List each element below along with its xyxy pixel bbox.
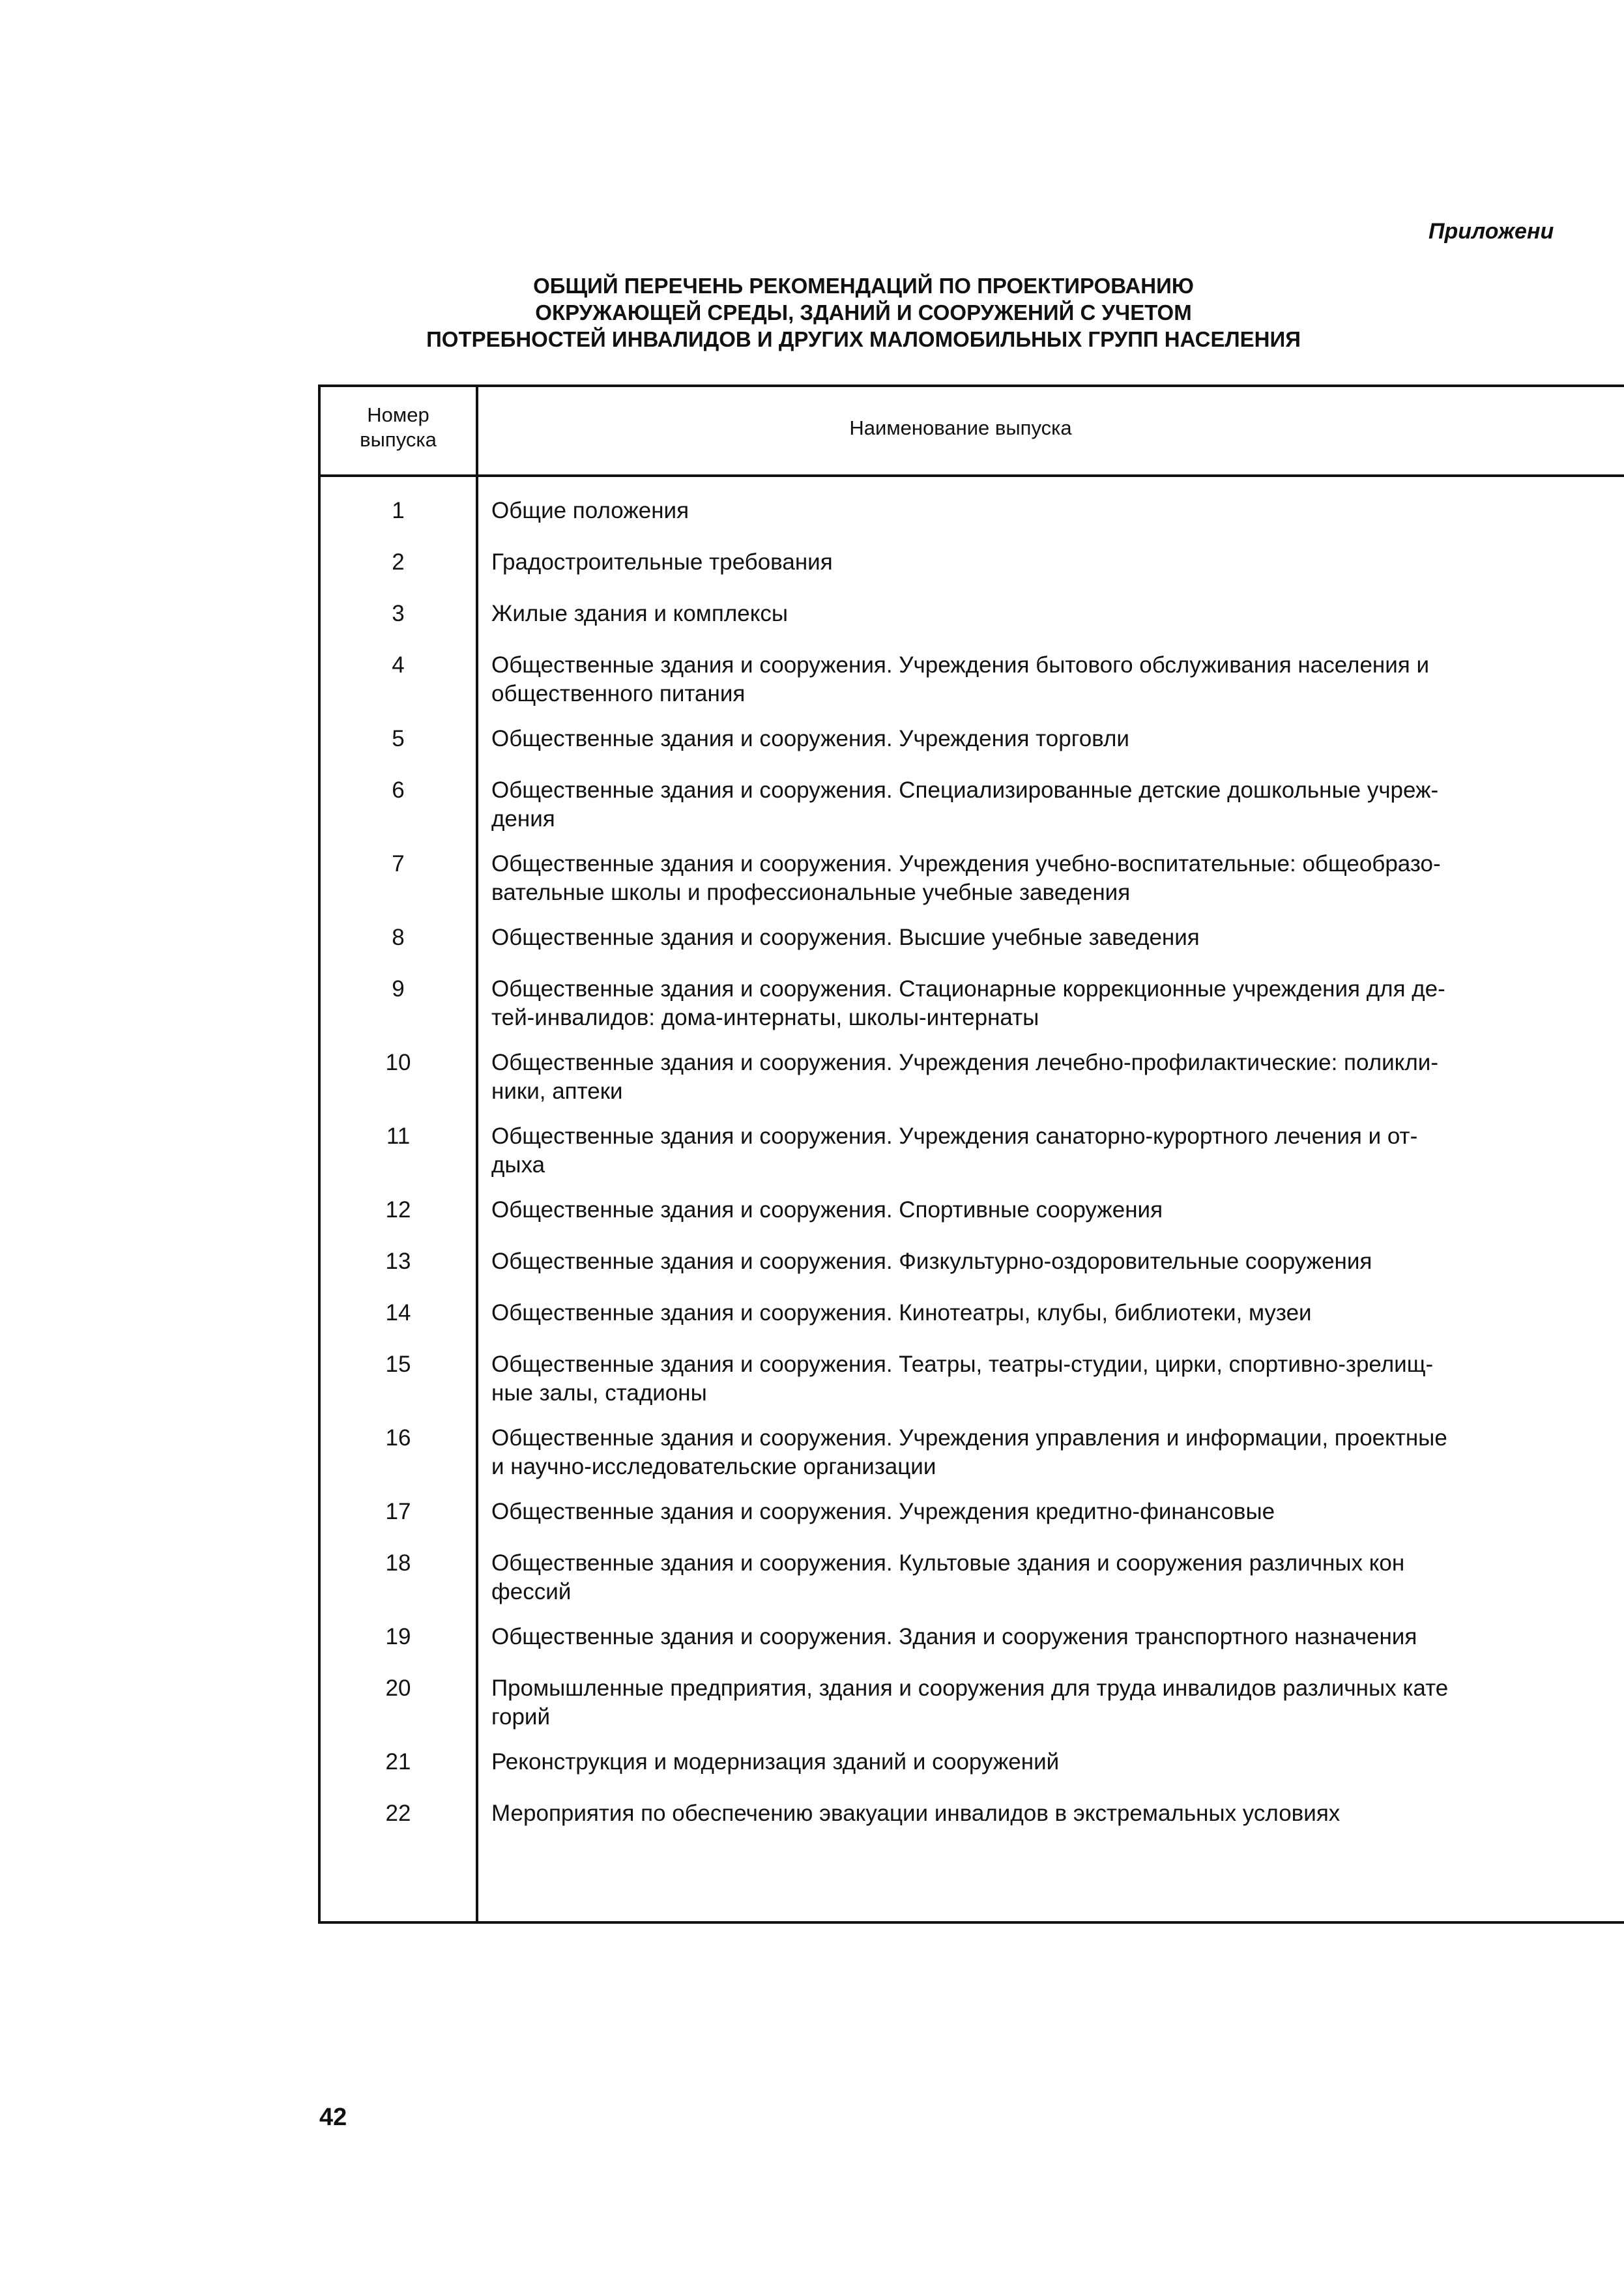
page-number: 42 — [319, 2104, 347, 2131]
row-number: 21 — [385, 1749, 411, 1775]
row-name-line: Промышленные предприятия, здания и сооружения для труда инвалидов различных кате — [491, 1675, 1449, 1701]
title-line-3: ПОТРЕБНОСТЕЙ ИНВАЛИДОВ И ДРУГИХ МАЛОМОБИЛЬНЫХ ГРУПП НАСЕЛЕНИЯ — [426, 327, 1301, 351]
row-name — [491, 1674, 1624, 1732]
row-number: 17 — [385, 1499, 411, 1524]
row-name-line: Мероприятия по обеспечению эвакуации инвалидов в экстремальных условиях — [491, 1801, 1341, 1826]
row-name-line: Общественные здания и сооружения. Стационарные коррекционные учреждения для де- — [491, 976, 1445, 1002]
row-number: 12 — [385, 1197, 411, 1223]
title-line-2: ОКРУЖАЮЩЕЙ СРЕДЫ, ЗДАНИЙ И СООРУЖЕНИЙ С УЧЕТОМ — [535, 300, 1192, 325]
row-number: 16 — [385, 1425, 411, 1451]
row-name — [491, 1424, 1624, 1481]
row-name — [491, 923, 1624, 952]
row-name-line: дения — [491, 806, 555, 832]
column-header-name: Наименование выпуска — [849, 416, 1072, 439]
row-number: 4 — [392, 652, 405, 678]
row-name-line: Общественные здания и сооружения. Учреждения лечебно-профилактические: поликли- — [491, 1050, 1439, 1075]
row-name-line: Жилые здания и комплексы — [491, 601, 789, 626]
row-name — [491, 1299, 1624, 1327]
row-name-line: фессий — [491, 1579, 572, 1604]
row-name — [491, 497, 1624, 525]
row-number: 5 — [392, 726, 405, 751]
column-header-number — [321, 403, 476, 452]
row-name — [491, 1549, 1624, 1606]
row-number: 20 — [385, 1675, 411, 1701]
row-number: 14 — [385, 1300, 411, 1326]
row-number: 10 — [385, 1050, 411, 1075]
column-header-number-line-1: Номер — [367, 403, 429, 426]
row-name — [491, 850, 1624, 907]
row-number: 1 — [392, 498, 405, 523]
row-name-line: Общественные здания и сооружения. Театры, театры-студии, цирки, спортивно-зрелищ- — [491, 1352, 1434, 1377]
row-name-line: Реконструкция и модернизация зданий и сооружений — [491, 1749, 1060, 1775]
row-name-line: Общественные здания и сооружения. Учреждения учебно-воспитательные: общеобразо- — [491, 851, 1441, 877]
row-number: 2 — [392, 549, 405, 575]
row-name — [491, 1122, 1624, 1180]
row-name — [491, 1247, 1624, 1276]
row-name — [491, 1799, 1624, 1828]
row-name-line: горий — [491, 1704, 551, 1730]
row-number: 9 — [392, 976, 405, 1002]
title-line-1: ОБЩИЙ ПЕРЕЧЕНЬ РЕКОМЕНДАЦИЙ ПО ПРОЕКТИРОВАНИЮ — [533, 274, 1194, 298]
row-name-line: Градостроительные требования — [491, 549, 833, 575]
row-number: 6 — [392, 777, 405, 803]
row-name-line: Общественные здания и сооружения. Учреждения кредитно-финансовые — [491, 1499, 1275, 1524]
row-name — [491, 1498, 1624, 1526]
appendix-label: Приложени — [1428, 219, 1554, 244]
row-name — [491, 1350, 1624, 1408]
row-name-line: Общественные здания и сооружения. Учреждения бытового обслуживания населения и — [491, 652, 1430, 678]
column-divider — [476, 387, 478, 1921]
row-name-line: Общественные здания и сооружения. Высшие учебные заведения — [491, 925, 1200, 950]
row-number: 18 — [385, 1550, 411, 1576]
row-name — [491, 776, 1624, 833]
row-number: 11 — [386, 1123, 411, 1149]
row-number: 3 — [392, 601, 405, 626]
row-name-line: вательные школы и профессиональные учебные заведения — [491, 880, 1131, 905]
column-header-number-line-2: выпуска — [360, 428, 437, 451]
issues-table — [318, 384, 1624, 1924]
row-name — [491, 651, 1624, 708]
row-name — [491, 1196, 1624, 1225]
row-name-line: Общественные здания и сооружения. Здания и сооружения транспортного назначения — [491, 1624, 1417, 1649]
row-name-line: Общественные здания и сооружения. Физкультурно-оздоровительные сооружения — [491, 1249, 1372, 1274]
row-name-line: Общественные здания и сооружения. Учреждения управления и информации, проектные — [491, 1425, 1447, 1451]
row-name — [491, 548, 1624, 577]
row-name-line: Общие положения — [491, 498, 689, 523]
row-name — [491, 725, 1624, 753]
row-name-line: Общественные здания и сооружения. Учреждения санаторно-курортного лечения и от- — [491, 1123, 1418, 1149]
row-name — [491, 600, 1624, 628]
row-name-line: Общественные здания и сооружения. Кинотеатры, клубы, библиотеки, музеи — [491, 1300, 1312, 1326]
row-number: 7 — [392, 851, 405, 877]
row-name-line: ные залы, стадионы — [491, 1380, 707, 1406]
row-number: 22 — [385, 1801, 411, 1826]
row-name — [491, 1748, 1624, 1776]
row-name-line: ники, аптеки — [491, 1079, 623, 1104]
document-title — [417, 272, 1310, 353]
row-name — [491, 1623, 1624, 1651]
row-name-line: тей-инвалидов: дома-интернаты, школы-интернаты — [491, 1005, 1039, 1030]
row-name-line: и научно-исследовательские организации — [491, 1454, 936, 1479]
header-divider — [321, 474, 1624, 477]
row-name-line: Общественные здания и сооружения. Учреждения торговли — [491, 726, 1129, 751]
row-number: 19 — [385, 1624, 411, 1649]
row-name-line: Общественные здания и сооружения. Специализированные детские дошкольные учреж- — [491, 777, 1439, 803]
row-name — [491, 1049, 1624, 1106]
row-name-line: Общественные здания и сооружения. Спортивные сооружения — [491, 1197, 1163, 1223]
row-name — [491, 975, 1624, 1032]
row-name-line: дыха — [491, 1152, 545, 1178]
row-number: 8 — [392, 925, 405, 950]
row-name-line: общественного питания — [491, 681, 746, 706]
row-number: 13 — [385, 1249, 411, 1274]
row-number: 15 — [385, 1352, 411, 1377]
row-name-line: Общественные здания и сооружения. Культовые здания и сооружения различных кон — [491, 1550, 1405, 1576]
